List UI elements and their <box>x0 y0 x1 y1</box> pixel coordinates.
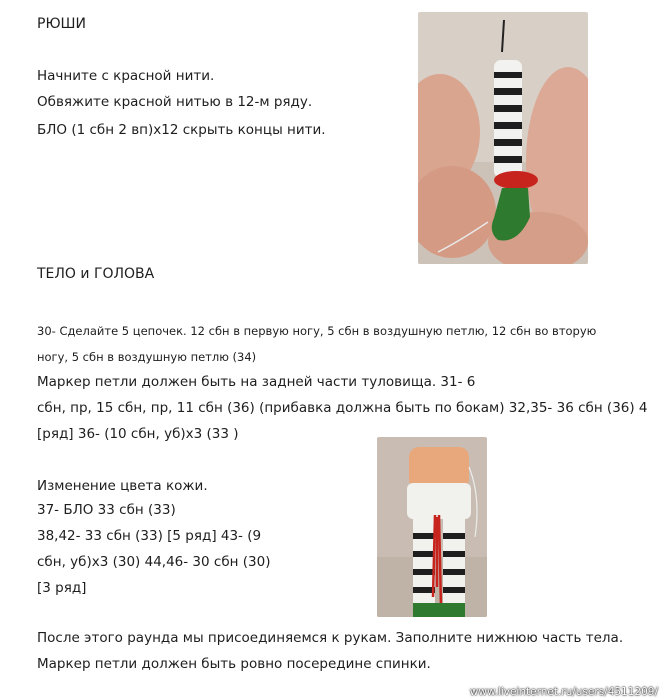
crochet-body-photo <box>377 437 487 617</box>
instruction-line: сбн, уб)х3 (30) 44,46- 30 сбн (30) <box>37 554 271 570</box>
instruction-line: 37- БЛО 33 сбн (33) <box>37 502 176 518</box>
watermark-url: www.liveinternet.ru/users/4511209/ <box>469 686 658 698</box>
section-body-head-heading: ТЕЛО и ГОЛОВА <box>37 266 155 282</box>
instruction-line: Маркер петли должен быть на задней части туловища. 31- 6 <box>37 374 476 390</box>
instruction-line: Обвяжите красной нитью в 12-м ряду. <box>37 94 313 110</box>
instruction-line: Маркер петли должен быть ровно посередине спинки. <box>37 656 431 672</box>
instruction-line: Изменение цвета кожи. <box>37 478 208 494</box>
crochet-leg-photo <box>418 12 588 264</box>
instruction-line: [3 ряд] <box>37 580 87 596</box>
instruction-line-small: 30- Сделайте 5 цепочек. 12 сбн в первую ногу, 5 сбн в воздушную петлю, 12 сбн во вторую <box>37 324 597 338</box>
instruction-line: БЛО (1 сбн 2 вп)х12 скрыть концы нити. <box>37 122 326 138</box>
instruction-line: Начните с красной нити. <box>37 68 215 84</box>
instruction-line-small: ногу, 5 сбн в воздушную петлю (34) <box>37 350 257 364</box>
instruction-line: сбн, пр, 15 сбн, пр, 11 сбн (36) (прибавка должна быть по бокам) 32,35- 36 сбн (36) 4 <box>37 400 648 416</box>
instruction-line: После этого раунда мы присоединяемся к рукам. Заполните нижнюю часть тела. <box>37 630 624 646</box>
section-ruffles-heading: РЮШИ <box>37 16 86 32</box>
instruction-line: 38,42- 33 сбн (33) [5 ряд] 43- (9 <box>37 528 262 544</box>
instruction-line: [ряд] 36- (10 сбн, уб)х3 (33 ) <box>37 426 239 442</box>
